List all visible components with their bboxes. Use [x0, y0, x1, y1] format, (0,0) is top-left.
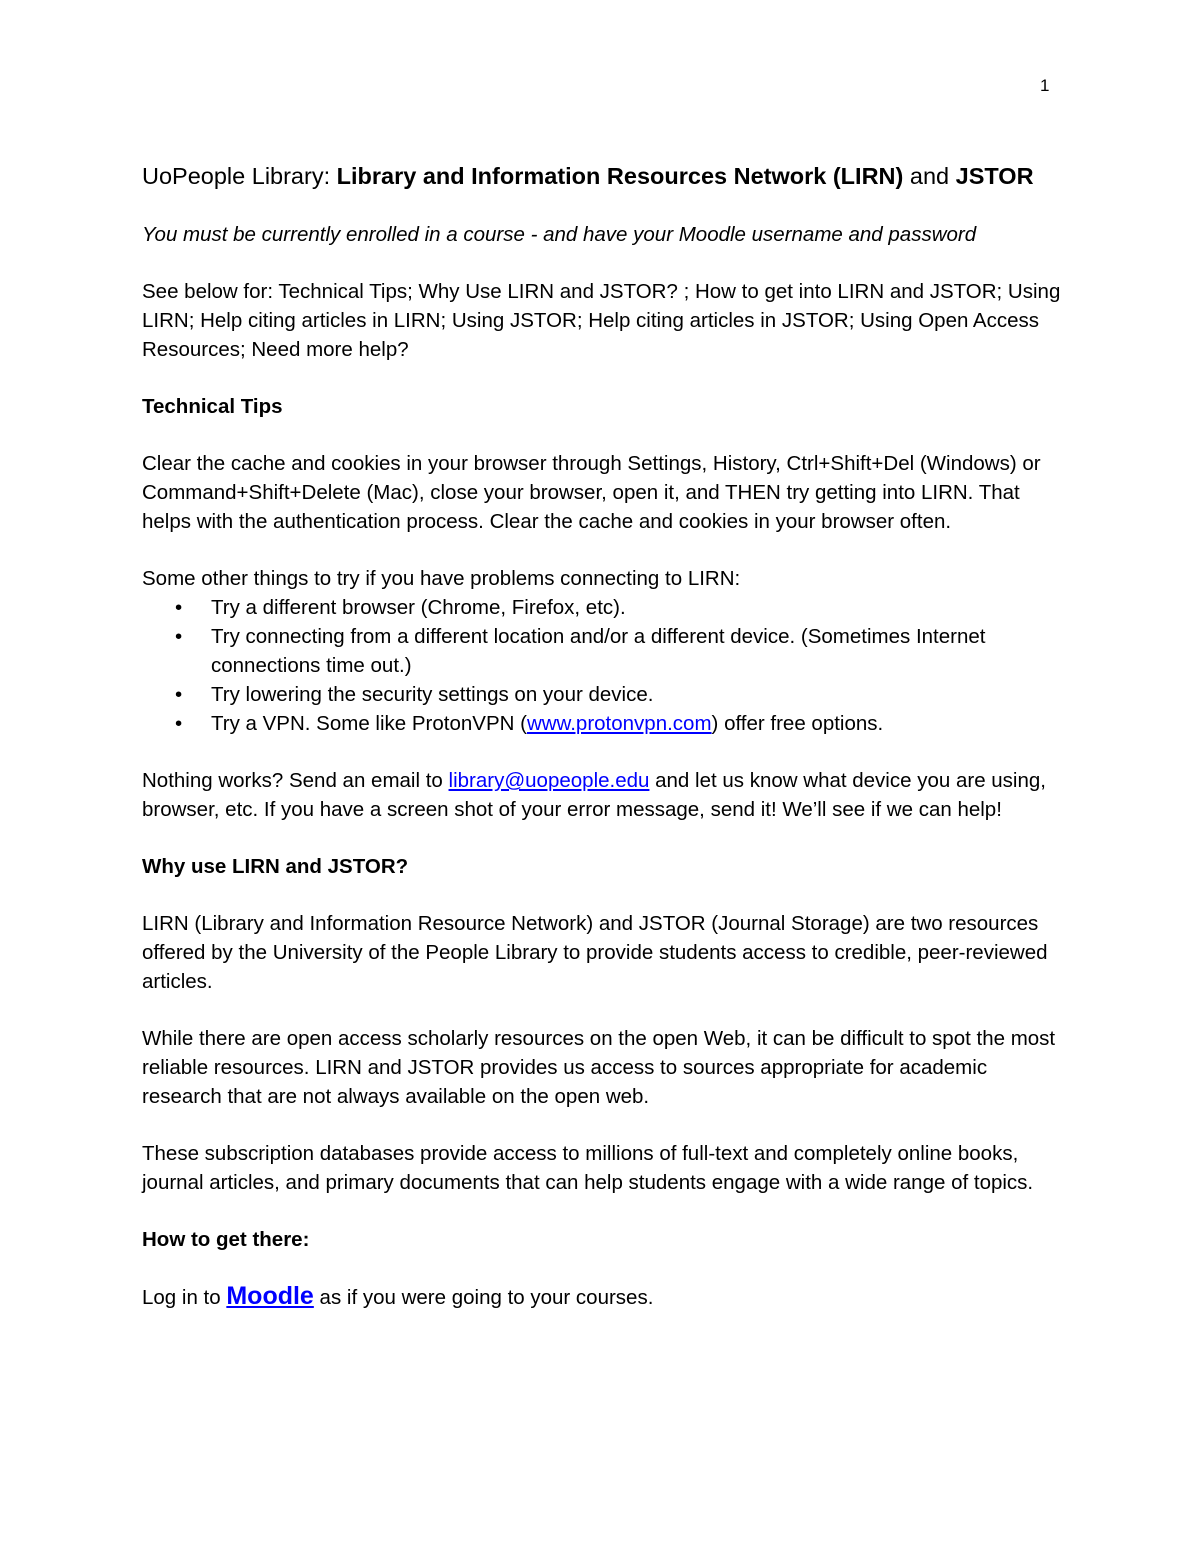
list-item	[142, 709, 1067, 738]
nothing-works-after: and let us know what device you are using, browser, etc. If you have a screen shot of your error message, send it! We’ll see if we can help!	[142, 769, 1046, 821]
why-use-paragraph-3: These subscription databases provide access to millions of full-text and completely online books, journal articles, and primary documents that can help students engage with a wide range of topics.	[142, 1142, 1034, 1194]
moodle-link[interactable]: Moodle	[226, 1282, 314, 1310]
login-before: Log in to	[142, 1286, 227, 1309]
page-title	[142, 160, 1067, 192]
list-item-text: Try a different browser (Chrome, Firefox, etc).	[211, 596, 626, 619]
protonvpn-link[interactable]: www.protonvpn.com	[526, 712, 712, 735]
troubleshoot-intro: Some other things to try if you have problems connecting to LIRN:	[142, 567, 741, 590]
why-use-heading: Why use LIRN and JSTOR?	[142, 855, 409, 878]
bullet-icon: •	[175, 683, 183, 706]
list-item-text: Try lowering the security settings on your device.	[211, 683, 654, 706]
page-number: 1	[1040, 76, 1050, 95]
title-bold-lirn: Library and Information Resources Network (LIRN)	[336, 163, 904, 189]
library-email-link[interactable]: library@uopeople.edu	[448, 769, 650, 792]
technical-tips-paragraph: Clear the cache and cookies in your browser through Settings, History, Ctrl+Shift+Del (Windows) or Command+Shift+Delete (Mac), close your browser, open it, and THEN try getting into LIRN. That helps with the authentication process. Clear the cache and cookies in your browser often.	[142, 452, 1041, 533]
vpn-text-before: Try a VPN. Some like ProtonVPN (	[211, 712, 527, 735]
technical-tips-heading: Technical Tips	[142, 395, 283, 418]
nothing-works-paragraph	[142, 766, 1067, 824]
see-below-paragraph: See below for: Technical Tips; Why Use LIRN and JSTOR? ; How to get into LIRN and JSTOR; Using LIRN; Help citing articles in LIRN; Using JSTOR; Help citing articles in JSTOR; Using Open Access Resources; Need more help?	[142, 280, 1061, 361]
enrollment-note: You must be currently enrolled in a course - and have your Moodle username and password	[142, 223, 977, 246]
document-body	[142, 160, 1067, 1340]
list-item	[142, 680, 1067, 709]
vpn-text-after: ) offer free options.	[711, 712, 884, 735]
nothing-works-before: Nothing works? Send an email to	[142, 769, 449, 792]
login-after: as if you were going to your courses.	[313, 1286, 654, 1309]
why-use-paragraph-1: LIRN (Library and Information Resource Network) and JSTOR (Journal Storage) are two resources offered by the University of the People Library to provide students access to credible, peer-reviewed articles.	[142, 912, 1048, 993]
list-item-text: Try connecting from a different location and/or a different device. (Sometimes Internet connections time out.)	[211, 625, 986, 677]
login-instruction	[142, 1282, 1067, 1312]
how-to-heading: How to get there:	[142, 1228, 310, 1251]
title-bold-jstor: JSTOR	[955, 163, 1034, 189]
bullet-icon: •	[175, 596, 183, 619]
list-item	[142, 622, 1067, 680]
bullet-icon: •	[175, 712, 183, 735]
why-use-paragraph-2: While there are open access scholarly resources on the open Web, it can be difficult to spot the most reliable resources. LIRN and JSTOR provides us access to sources appropriate for academic research that are not always available on the open web.	[142, 1027, 1056, 1108]
title-prefix: UoPeople Library:	[142, 163, 337, 189]
title-connector: and	[903, 163, 956, 189]
list-item	[142, 593, 1067, 622]
troubleshoot-list	[142, 593, 1067, 738]
bullet-icon: •	[175, 625, 183, 648]
